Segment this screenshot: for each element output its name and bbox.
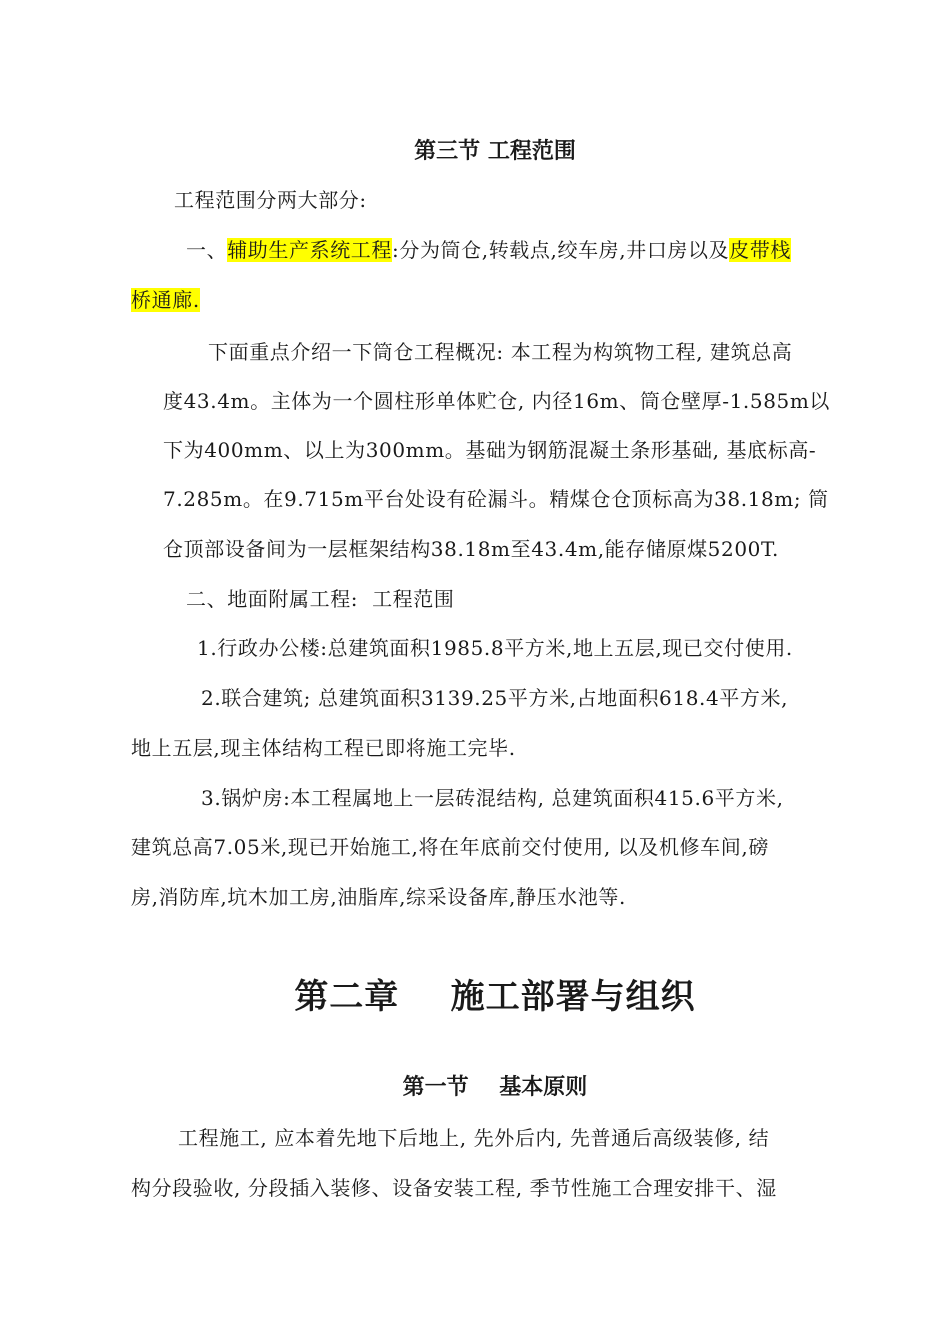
part2-label2: 工程范围 xyxy=(372,587,455,611)
part1-middle-text: :分为筒仓,转载点,绞车房,井口房以及 xyxy=(392,238,730,262)
principles-paragraph-line: 构分段验收, 分段插入装修、设备安装工程, 季节性施工合理安排干、湿 xyxy=(131,1176,777,1200)
item-boiler-house-line: 房,消防库,坑木加工房,油脂库,综采设备库,静压水池等. xyxy=(131,885,626,909)
silo-paragraph-line: 仓顶部设备间为一层框架结构38.18m至43.4m,能存储原煤5200T. xyxy=(163,537,779,561)
silo-paragraph-line: 下面重点介绍一下筒仓工程概况: 本工程为构筑物工程, 建筑总高 xyxy=(208,340,793,364)
principles-paragraph-line: 工程施工, 应本着先地下后地上, 先外后内, 先普通后高级装修, 结 xyxy=(178,1126,770,1150)
chapter-title: 第二章 施工部署与组织 xyxy=(294,977,696,1017)
part2-heading xyxy=(186,585,454,613)
part2-label: 地面附属工程: xyxy=(227,587,359,611)
item-joint-building-line: 2.联合建筑; 总建筑面积3139.25平方米,占地面积618.4平方米, xyxy=(201,686,789,710)
part2-prefix: 二、 xyxy=(186,587,228,611)
item-boiler-house-line: 建筑总高7.05米,现已开始施工,将在年底前交付使用, 以及机修车间,磅 xyxy=(131,835,769,859)
silo-paragraph-line: 7.285m。在9.715m平台处设有砼漏斗。精煤仓仓顶标高为38.18m; 筒 xyxy=(163,487,829,511)
silo-paragraph-line: 度43.4m。主体为一个圆柱形单体贮仓, 内径16m、筒仓壁厚-1.585m以 xyxy=(163,389,831,413)
item-boiler-house-line: 3.锅炉房:本工程属地上一层砖混结构, 总建筑面积415.6平方米, xyxy=(201,786,784,810)
section-title-basic-principles: 第一节 基本原则 xyxy=(402,1074,588,1100)
part1-highlight-belt-a: 皮带栈 xyxy=(729,238,792,262)
part1-prefix: 一、 xyxy=(186,238,228,262)
part1-suffix: . xyxy=(192,288,200,312)
silo-paragraph-line: 下为400mm、以上为300mm。基础为钢筋混凝土条形基础, 基底标高- xyxy=(163,438,817,462)
item-office-building: 1.行政办公楼:总建筑面积1985.8平方米,地上五层,现已交付使用. xyxy=(197,636,793,660)
scope-intro: 工程范围分两大部分: xyxy=(174,188,367,212)
part1-highlight-belt-b: 桥通廊 xyxy=(131,288,193,312)
section-title: 第三节 工程范围 xyxy=(414,138,576,164)
item-joint-building-line: 地上五层,现主体结构工程已即将施工完毕. xyxy=(131,736,516,760)
part1-highlight-aux-system: 辅助生产系统工程 xyxy=(227,238,393,262)
part1-line1 xyxy=(186,236,791,264)
part1-line2 xyxy=(131,286,200,314)
